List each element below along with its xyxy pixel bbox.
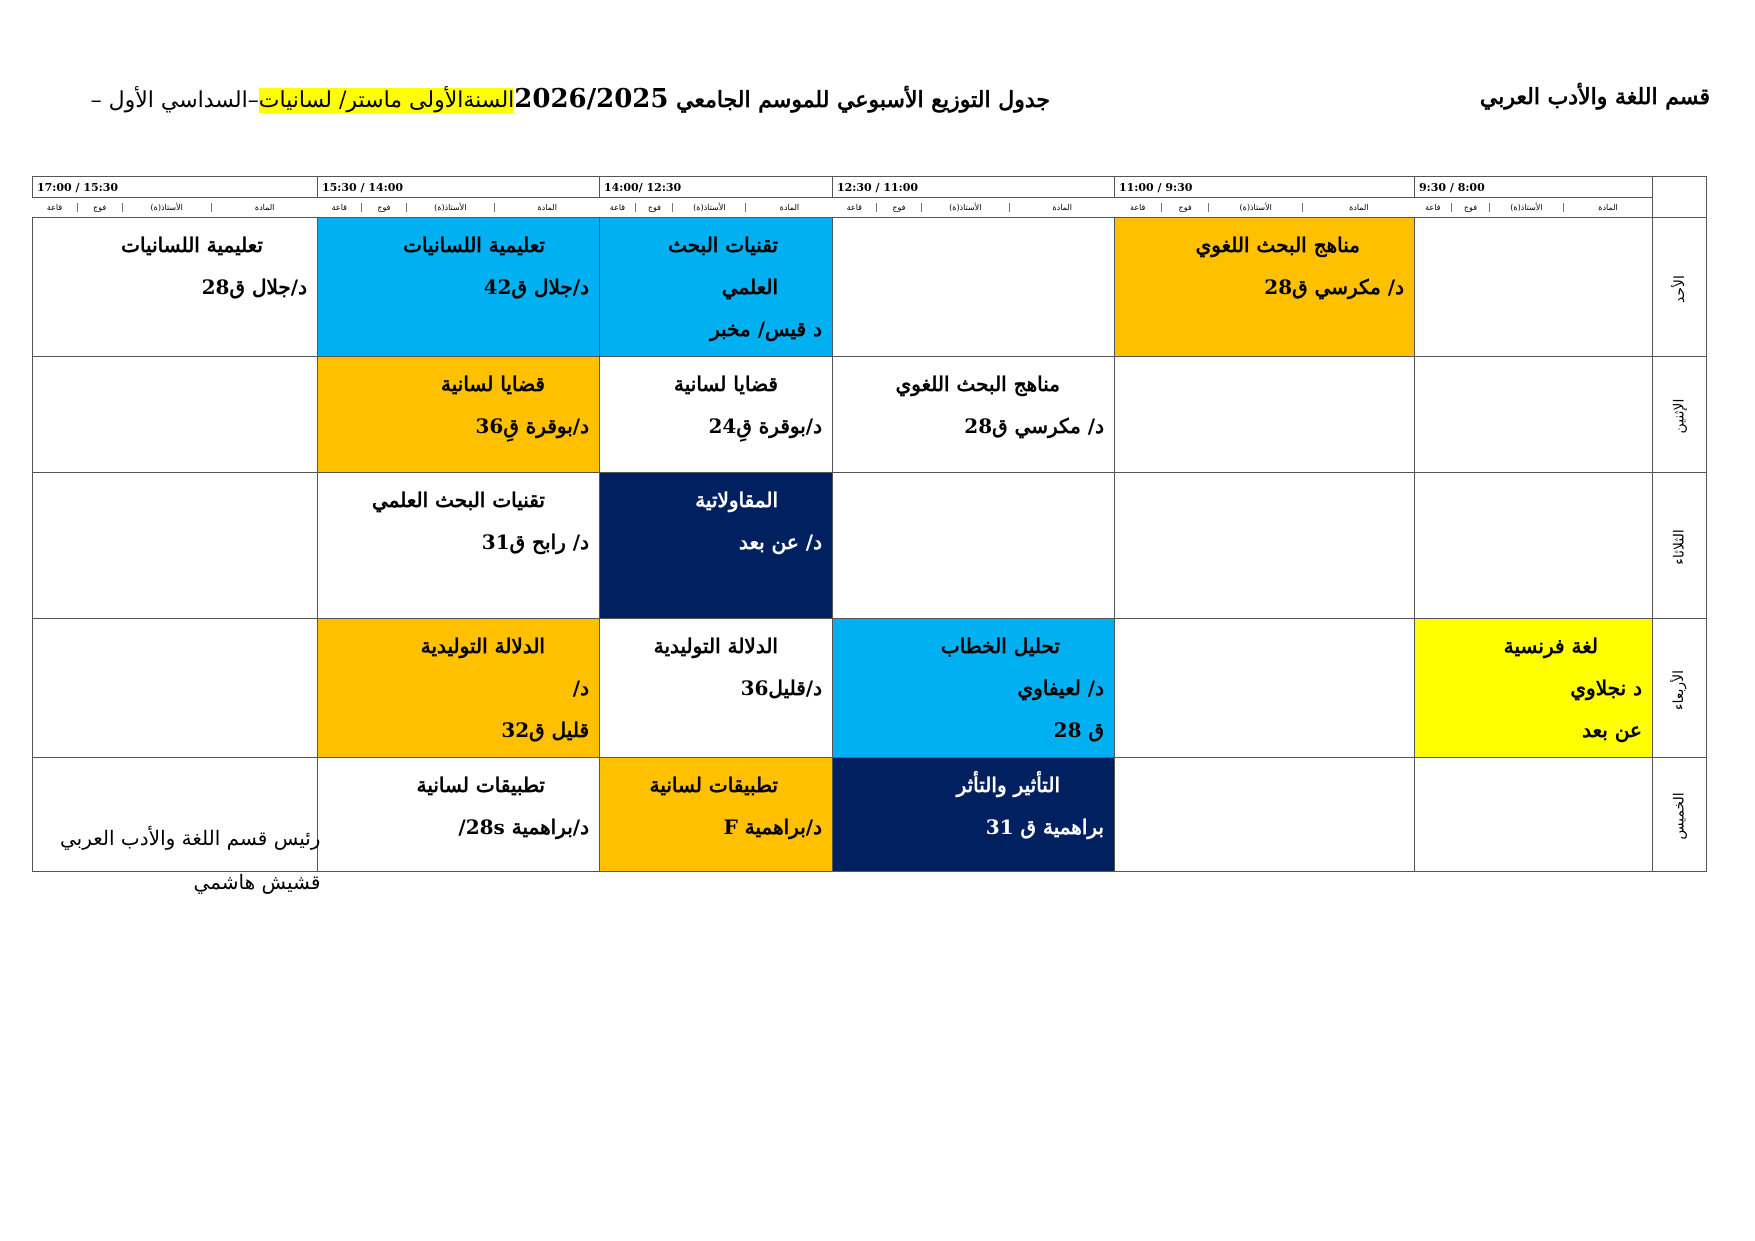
time-slot-header: 12:30 / 11:00 (833, 177, 1115, 198)
course-name: تطبيقات لسانية (416, 773, 545, 797)
time-slot-header: 15:30 / 14:00 (318, 177, 600, 198)
day-label (1653, 218, 1707, 357)
sub-column-room: قاعة (1130, 203, 1146, 212)
sub-column-room: قاعة (609, 203, 626, 212)
course-detail: براهمية ق 31 (985, 815, 1104, 839)
course-detail: د/براهمية F (723, 815, 822, 839)
title-main: جدول التوزيع الأسبوعي للموسم الجامعي (668, 87, 1050, 113)
schedule-cell (833, 357, 1115, 473)
schedule-cell (33, 218, 318, 357)
course-detail: د/ (572, 676, 589, 700)
page-header (60, 84, 1710, 134)
sub-column-professor: الأستاذ(ة) (406, 203, 494, 212)
sub-column-group: فوج (1161, 203, 1208, 212)
schedule-cell (33, 473, 318, 619)
sub-column-subject: المادة (745, 203, 832, 212)
sub-column-professor: الأستاذ(ة) (1208, 203, 1302, 212)
course-name: تقنيات البحث العلمي (372, 488, 545, 512)
day-name: الخميس (1671, 792, 1688, 840)
schedule-cell (600, 357, 833, 473)
sub-column-group: فوج (1451, 203, 1489, 212)
department-name: قسم اللغة والأدب العربي (1479, 84, 1710, 110)
sub-column-header (600, 198, 833, 218)
day-label (1653, 473, 1707, 619)
schedule-cell (318, 218, 600, 357)
day-label (1653, 357, 1707, 473)
sub-column-room: قاعة (46, 203, 63, 212)
schedule-cell (318, 473, 600, 619)
title-year: 2026/2025 (514, 84, 669, 114)
schedule-title (91, 84, 1050, 114)
sub-column-group: فوج (361, 203, 406, 212)
schedule-cell (600, 218, 833, 357)
sub-column-group: فوج (876, 203, 921, 212)
course-detail: د/ رابح ق31 (481, 530, 589, 554)
sub-column-header (1415, 198, 1653, 218)
course-detail: د/ عن بعد (738, 530, 822, 554)
time-slot-header: 17:00 / 15:30 (33, 177, 318, 198)
course-detail: د/ مكرسي ق28 (1264, 275, 1404, 299)
sub-column-subject: المادة (1302, 203, 1414, 212)
course-name: قضايا لسانية (674, 372, 778, 396)
footer-head-title: رئيس قسم اللغة والأدب العربي (60, 826, 321, 850)
course-name: تحليل الخطاب (940, 634, 1060, 658)
time-slot-header: 11:00 / 9:30 (1115, 177, 1415, 198)
day-name: الأربعاء (1671, 669, 1688, 710)
course-detail: د/ مكرسي ق28 (964, 414, 1104, 438)
schedule-cell (833, 758, 1115, 872)
schedule-cell (833, 619, 1115, 758)
schedule-cell (1415, 758, 1653, 872)
day-name: الإثنين (1671, 398, 1688, 434)
course-name: تعليمية اللسانيات (403, 233, 545, 257)
corner-cell (1653, 177, 1707, 218)
day-row (33, 619, 1707, 758)
course-name: تقنيات البحث العلمي (668, 233, 778, 299)
course-detail: عن بعد (1582, 718, 1642, 742)
day-row (33, 473, 1707, 619)
schedule-cell (318, 758, 600, 872)
day-label (1653, 758, 1707, 872)
course-name: مناهج البحث اللغوي (895, 372, 1060, 396)
course-name: المقاولاتية (695, 488, 778, 512)
schedule-cell (600, 473, 833, 619)
course-detail: د/جلال ق42 (483, 275, 589, 299)
sub-column-room: قاعة (846, 203, 862, 212)
schedule-cell (318, 357, 600, 473)
course-detail: د/ لعيفاوي (1017, 676, 1104, 700)
schedule-cell (318, 619, 600, 758)
sub-column-group: فوج (77, 203, 122, 212)
day-name: الأحد (1671, 274, 1688, 303)
schedule-cell (1415, 357, 1653, 473)
schedule-cell (1115, 758, 1415, 872)
time-slot-header: 14:00/ 12:30 (600, 177, 833, 198)
schedule-cell (1415, 473, 1653, 619)
schedule-cell (833, 218, 1115, 357)
sub-column-room: قاعة (1425, 203, 1441, 212)
course-detail: د/بوقرة قِ24 (708, 414, 822, 438)
sub-column-professor: الأستاذ(ة) (122, 203, 211, 212)
schedule-cell (600, 758, 833, 872)
sub-column-header (833, 198, 1115, 218)
schedule-cell (600, 619, 833, 758)
course-detail: د قيس/ مخبر (710, 317, 822, 341)
schedule-table (32, 176, 1707, 872)
course-name: التأثير والتأثر (956, 773, 1060, 797)
course-detail: د/جلال ق28 (201, 275, 307, 299)
sub-column-room: قاعة (331, 203, 347, 212)
sub-column-subject: المادة (1009, 203, 1115, 212)
day-name: الثلاثاء (1671, 529, 1688, 565)
sub-column-professor: الأستاذ(ة) (1489, 203, 1563, 212)
schedule-cell (1115, 357, 1415, 473)
footer-signature (60, 816, 320, 904)
sub-column-header (318, 198, 600, 218)
course-detail: د/قليل36 (740, 676, 822, 700)
course-detail: قليل ق32 (501, 718, 589, 742)
course-name: قضايا لسانية (441, 372, 545, 396)
day-row (33, 218, 1707, 357)
sub-column-subject: المادة (494, 203, 600, 212)
sub-column-subject: المادة (211, 203, 318, 212)
sub-column-professor: الأستاذ(ة) (672, 203, 745, 212)
schedule-cell (1115, 218, 1415, 357)
sub-column-subject: المادة (1563, 203, 1652, 212)
schedule-cell (1115, 619, 1415, 758)
schedule-cell (1115, 473, 1415, 619)
course-name: تعليمية اللسانيات (121, 233, 263, 257)
sub-column-header (33, 198, 318, 218)
day-row (33, 357, 1707, 473)
schedule-cell (1415, 218, 1653, 357)
course-name: الدلالة التوليدية (653, 634, 778, 658)
course-detail: د/براهمية 28s/ (458, 815, 589, 839)
course-name: تطبيقات لسانية (649, 773, 778, 797)
schedule-cell (33, 619, 318, 758)
sub-column-header (1115, 198, 1415, 218)
course-name: لغة فرنسية (1503, 634, 1598, 658)
schedule-cell (33, 357, 318, 473)
course-name: الدلالة التوليدية (420, 634, 545, 658)
sub-column-professor: الأستاذ(ة) (921, 203, 1009, 212)
title-level: السنةالأولى ماستر/ لسانيات (258, 88, 515, 113)
sub-column-group: فوج (635, 203, 672, 212)
course-name: مناهج البحث اللغوي (1195, 233, 1360, 257)
course-detail: ق 28 (1053, 718, 1104, 742)
time-slot-header: 9:30 / 8:00 (1415, 177, 1653, 198)
title-semester: –السداسي الأول – (90, 88, 259, 113)
course-detail: د نجلاوي (1570, 676, 1642, 700)
footer-head-name: قشيش هاشمي (193, 870, 321, 894)
schedule-cell (833, 473, 1115, 619)
course-detail: د/بوقرة قِ36 (475, 414, 589, 438)
schedule-cell (1415, 619, 1653, 758)
day-label (1653, 619, 1707, 758)
